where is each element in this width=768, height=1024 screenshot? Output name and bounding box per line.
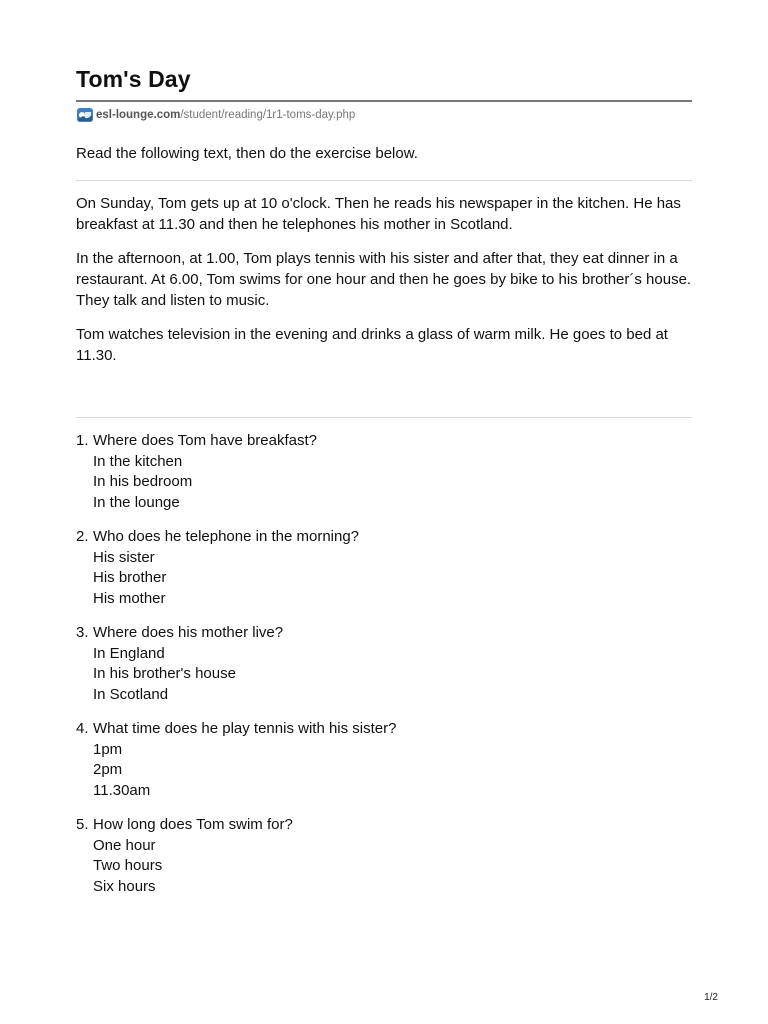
esl-lounge-favicon-icon bbox=[76, 106, 94, 124]
instruction-text: Read the following text, then do the exercise below. bbox=[76, 145, 418, 162]
question-item bbox=[76, 815, 692, 897]
paragraph: Tom watches television in the evening and drinks a glass of warm milk. He goes to bed at 11.30. bbox=[76, 326, 668, 364]
answer-option[interactable]: In his bedroom bbox=[93, 473, 193, 490]
answer-option[interactable]: 1pm bbox=[93, 740, 123, 758]
question-number: 4. bbox=[76, 720, 89, 737]
answer-option[interactable]: One hour bbox=[93, 836, 156, 854]
question-item bbox=[76, 431, 692, 513]
question-text: What time does he play tennis with his sister? bbox=[93, 720, 397, 737]
question-item bbox=[76, 527, 692, 609]
answer-option[interactable]: His sister bbox=[93, 548, 155, 566]
answer-option[interactable]: In his brother's house bbox=[93, 665, 236, 682]
answer-option[interactable]: His brother bbox=[93, 569, 167, 586]
answer-option[interactable]: In the kitchen bbox=[93, 452, 183, 470]
question-number: 2. bbox=[76, 528, 89, 545]
page-number: 1/2 bbox=[704, 992, 718, 1003]
answer-option[interactable]: Two hours bbox=[93, 857, 163, 874]
question-text: Where does Tom have breakfast? bbox=[93, 432, 318, 449]
question-item bbox=[76, 623, 692, 705]
question-text: How long does Tom swim for? bbox=[93, 816, 293, 833]
paragraph: In the afternoon, at 1.00, Tom plays tennis with his sister and after that, they eat dinner in a restaurant. At 6.00, Tom swims for one hour and then he goes by bike to his brother´s house. They talk and listen to music. bbox=[76, 250, 692, 309]
question-number: 3. bbox=[76, 624, 89, 641]
section-divider bbox=[76, 180, 692, 181]
source-link[interactable] bbox=[76, 106, 355, 124]
answer-option[interactable]: Six hours bbox=[93, 877, 156, 895]
answer-option[interactable]: In England bbox=[93, 644, 165, 662]
answer-option[interactable]: 11.30am bbox=[93, 781, 151, 799]
question-text: Where does his mother live? bbox=[93, 624, 284, 641]
answer-option[interactable]: In the lounge bbox=[93, 493, 180, 511]
question-text: Who does he telephone in the morning? bbox=[93, 528, 360, 545]
paragraph: On Sunday, Tom gets up at 10 o'clock. Then he reads his newspaper in the kitchen. He has breakfast at 11.30 and then he telephones his mother in Scotland. bbox=[76, 195, 681, 233]
question-number: 1. bbox=[76, 432, 89, 449]
question-number: 5. bbox=[76, 816, 89, 833]
source-domain: esl-lounge.com bbox=[96, 109, 181, 121]
title-divider bbox=[76, 100, 692, 102]
question-list bbox=[76, 431, 692, 911]
reading-text bbox=[76, 193, 692, 379]
section-divider bbox=[76, 417, 692, 418]
page-title: Tom's Day bbox=[76, 66, 191, 92]
question-item bbox=[76, 719, 692, 801]
answer-option[interactable]: 2pm bbox=[93, 761, 123, 778]
answer-option[interactable]: In Scotland bbox=[93, 685, 169, 703]
source-path: /student/reading/1r1-toms-day.php bbox=[180, 109, 356, 121]
answer-option[interactable]: His mother bbox=[93, 589, 166, 607]
